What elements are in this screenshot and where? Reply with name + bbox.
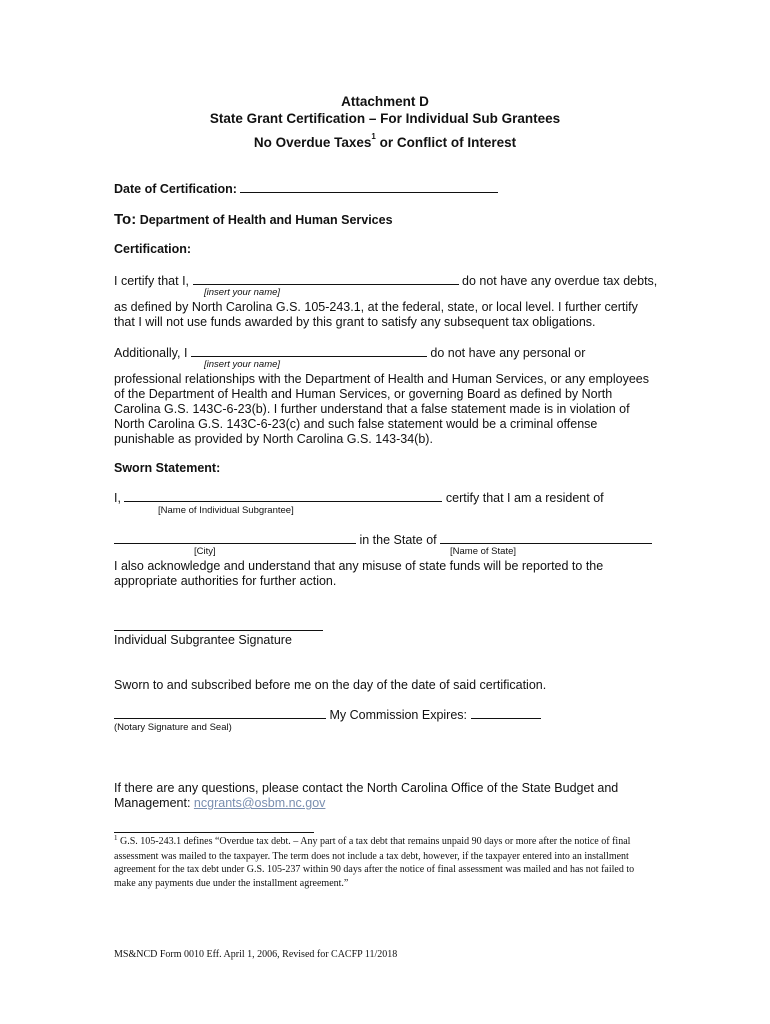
footnote-divider	[114, 832, 314, 833]
sworn-line1	[114, 490, 604, 505]
acknowledge-line2: appropriate authorities for further action.	[114, 574, 337, 588]
cert-p2-line1	[114, 345, 585, 360]
cert-p1-start: I certify that I,	[114, 274, 190, 288]
to-prefix: To:	[114, 211, 137, 228]
state-blank[interactable]	[440, 532, 652, 544]
footnote	[114, 835, 644, 890]
sworn-to-text: Sworn to and subscribed before me on the day of the date of said certification.	[114, 678, 547, 692]
city-blank[interactable]	[114, 532, 356, 544]
recipient-name: Department of Health and Human Services	[136, 213, 393, 227]
cert-p2-line: punishable as provided by North Carolina G.S. 143-34(b).	[114, 432, 433, 446]
insert-name-label-1: [insert your name]	[204, 287, 281, 298]
contact-line1: If there are any questions, please contact the North Carolina Office of the State Budget and	[114, 781, 619, 795]
date-of-certification	[114, 181, 498, 196]
city-label: [City]	[194, 546, 216, 557]
subtitle-part-b: or Conflict of Interest	[375, 135, 517, 150]
certification-heading: Certification:	[114, 242, 192, 256]
sworn-start: I,	[114, 491, 121, 505]
cert-p2-end: do not have any personal or	[430, 346, 586, 360]
subtitle-part-a: No Overdue Taxes	[253, 135, 372, 150]
form-subtitle	[0, 132, 770, 150]
sworn-statement-heading: Sworn Statement:	[114, 461, 221, 475]
cert-p2-start: Additionally, I	[114, 346, 188, 360]
cert-p2-line: of the Department of Health and Human Services, or governing Board as defined by North	[114, 387, 613, 401]
signature-label: Individual Subgrantee Signature	[114, 633, 292, 647]
sworn-end: certify that I am a resident of	[445, 491, 604, 505]
date-label: Date of Certification:	[114, 182, 237, 196]
footnote-number: 1	[114, 834, 118, 842]
recipient	[114, 211, 393, 228]
cert-p1-line2: as defined by North Carolina G.S. 105-243.1, at the federal, state, or local level. I further certify	[114, 300, 638, 314]
form-identifier: MS&NCD Form 0010 Eff. April 1, 2006, Revised for CACFP 11/2018	[114, 949, 398, 960]
name-blank-1[interactable]	[193, 273, 459, 285]
cert-p2-line: North Carolina G.S. 143C-6-23(c) and such false statement would be a criminal offense	[114, 417, 598, 431]
notary-label: (Notary Signature and Seal)	[114, 722, 232, 733]
cert-p2-line: Carolina G.S. 143C-6-23(b). I further understand that a false statement made is in violation of	[114, 402, 630, 416]
notary-line	[114, 707, 541, 722]
signature-line[interactable]	[114, 630, 323, 631]
acknowledge-line1: I also acknowledge and understand that any misuse of state funds will be reported to the	[114, 559, 604, 573]
footnote-text: G.S. 105-243.1 defines “Overdue tax debt. – Any part of a tax debt that remains unpaid 90 days or more after the notice of final assessment was mailed to the taxpayer. The term does not include a tax debt, however, if the taxpayer entered into an installment agreement for the tax debt under G.S. 105-237 within 90 days after the notice of final assessment was mailed and has not failed to make any payments due under the installment agreement.”	[114, 836, 635, 889]
footnote-marker: 1	[371, 132, 376, 141]
commission-expires-label: My Commission Expires:	[329, 708, 468, 722]
sworn-line2	[114, 532, 652, 547]
subgrantee-name-label: [Name of Individual Subgrantee]	[158, 505, 294, 516]
cert-p2-line: professional relationships with the Department of Health and Human Services, or any employees	[114, 372, 649, 386]
notary-signature-blank[interactable]	[114, 707, 326, 719]
state-label: [Name of State]	[450, 546, 517, 557]
attachment-title: Attachment D	[341, 94, 429, 109]
insert-name-label-2: [insert your name]	[204, 359, 281, 370]
state-of-text: in the State of	[359, 533, 437, 547]
name-blank-2[interactable]	[191, 345, 427, 357]
date-blank[interactable]	[240, 181, 498, 193]
subgrantee-name-blank[interactable]	[124, 490, 442, 502]
contact-line2	[114, 796, 325, 810]
cert-p1-line1	[114, 273, 657, 288]
email-link[interactable]: ncgrants@osbm.nc.gov	[193, 796, 326, 810]
form-title: State Grant Certification – For Individual Sub Grantees	[209, 111, 561, 126]
cert-p1-end: do not have any overdue tax debts,	[462, 274, 658, 288]
contact-prefix: Management:	[114, 796, 194, 810]
cert-p1-line3: that I will not use funds awarded by this grant to satisfy any subsequent tax obligations.	[114, 315, 596, 329]
commission-date-blank[interactable]	[471, 707, 541, 719]
